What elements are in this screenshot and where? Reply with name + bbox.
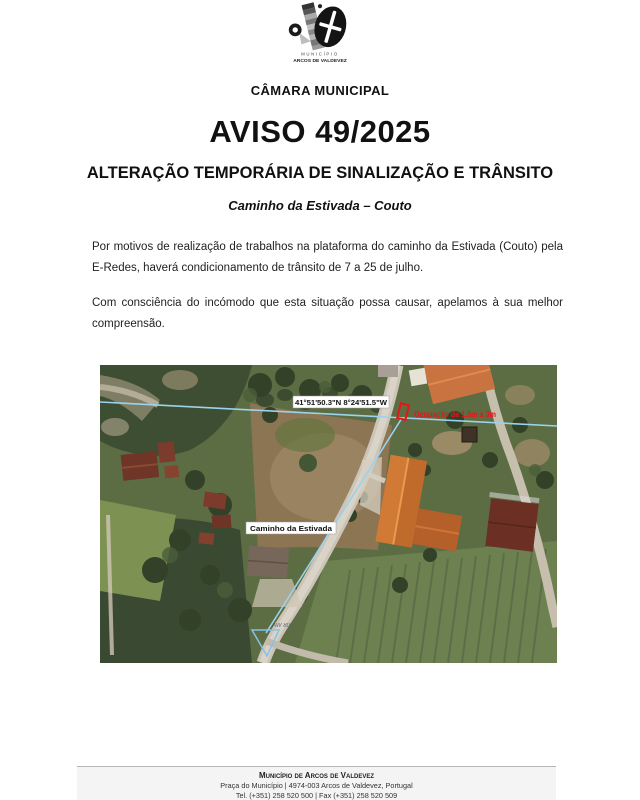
- notice-title: AVISO 49/2025: [209, 114, 431, 149]
- map-figure: [100, 365, 557, 663]
- notice-location: Caminho da Estivada – Couto: [228, 198, 412, 213]
- notice-body: [92, 237, 563, 335]
- municipal-crest-logo: [278, 2, 362, 64]
- body-paragraph-2: Com consciência do incómodo que esta situação possa causar, apelamos à sua melhor compreensão.: [92, 296, 563, 330]
- satellite-map-image: [100, 365, 557, 663]
- road-name-label: [246, 522, 336, 534]
- footer-contacts: Tel. (+351) 258 520 500 | Fax (+351) 258 520 509: [235, 790, 398, 800]
- footer-address: Praça do Município | 4974-003 Arcos de Valdevez, Portugal: [220, 781, 413, 790]
- occupation-label: Ocupação de 1.5m x 3m: [414, 410, 497, 420]
- department-heading: CÂMARA MUNICIPAL: [250, 83, 390, 98]
- logo-municipio-text: MUNICÍPIO: [301, 51, 339, 57]
- coordinates-label: [293, 396, 389, 408]
- svg-text:Caminho da Estivada: Caminho da Estivada: [250, 524, 333, 534]
- footer: [77, 766, 556, 800]
- logo-area: [0, 0, 640, 69]
- crest-ring-icon: [289, 23, 302, 36]
- faint-road-label: AW 80: [272, 623, 290, 630]
- body-paragraph-1: Por motivos de realização de trabalhos na plataforma do caminho da Estivada (Couto) pela E-Redes, haverá condicionamento de trânsito de 7 a 25 de julho.: [92, 241, 563, 275]
- crest-finial-icon: [318, 4, 322, 8]
- logo-arcos-text: ARCOS DE VALDEVEZ: [293, 58, 347, 64]
- svg-text:41°51'50.3"N 8°24'51.5"W: 41°51'50.3"N 8°24'51.5"W: [295, 400, 379, 408]
- notice-subtitle: ALTERAÇÃO TEMPORÁRIA DE SINALIZAÇÃO E TRÂNSITO: [86, 164, 554, 182]
- footer-org-name: Município de Arcos de Valdevez: [258, 771, 375, 780]
